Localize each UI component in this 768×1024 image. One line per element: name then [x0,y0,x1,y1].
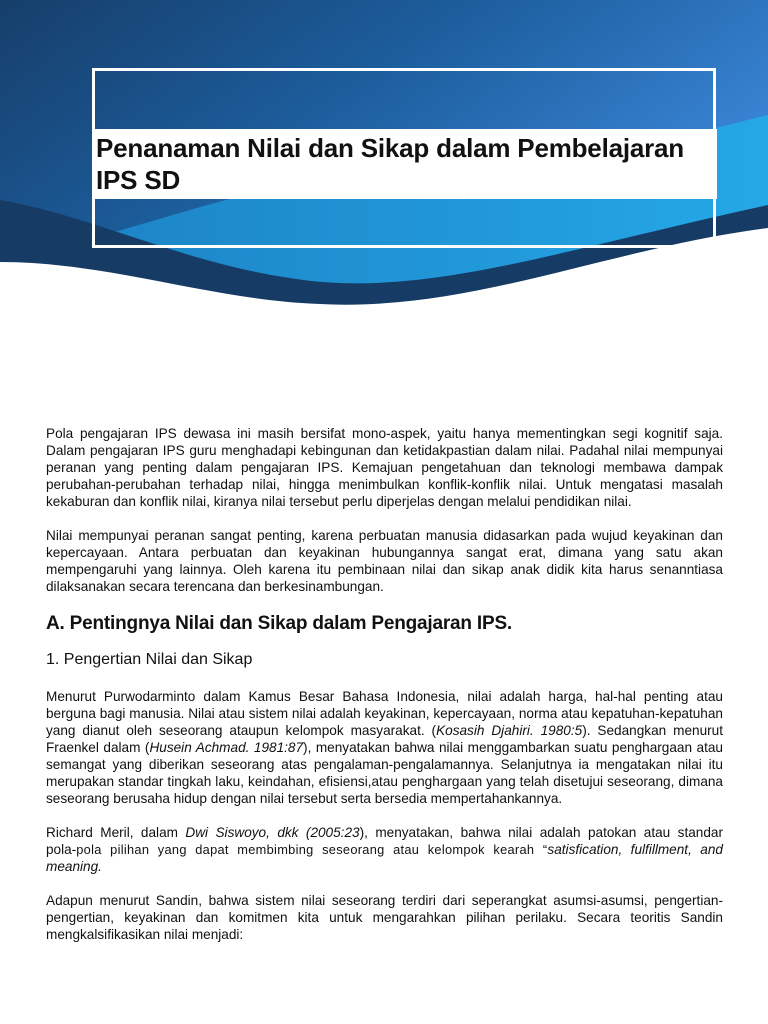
intro-paragraph: Pola pengajaran IPS dewasa ini masih bersifat mono-aspek, yaitu hanya mementingkan segi kognitif saja. Dalam pengajaran IPS guru menghadapi kebingunan dan ketidakpastian dalam nilai. Padahal nilai mempunyai peranan yang penting dalam pengajaran IPS. Kemajuan pengetahuan dan teknologi membawa dampak perubahan-perubahan terhadap nilai, hingga menimbulkan konflik-konflik nilai. Untuk mengatasi masalah kekaburan dan konflik nilai, kiranya nilai tersebut perlu diperjelas dengan melalui pendidikan nilai. [46,426,723,509]
section-heading-a: A. Pentingnya Nilai dan Sikap dalam Pengajaran IPS. [46,613,512,634]
citation-siswoyo: Dwi Siswoyo, dkk (2005:23 [185,825,360,840]
definition-text-c: ), menyatakan bahwa nilai menggambarkan suatu penghargaan atau semangat yang diberikan seseorang atas pengalaman-pengalamannya. Selanjutnya ia mengatakan nilai itu merupakan standar tingkah laku, keindahan, efisiensi,atau penghargaan yang telah disetujui seseorang, dimana seseorang berusaha hidup dengan nilai tersebut serta bersedia mempertahankannya. [46,740,723,806]
subsection-heading-1: 1. Pengertian Nilai dan Sikap [46,651,253,668]
citation-djahiri: Kosasih Djahiri. 1980:5 [436,723,583,738]
meril-paragraph-line-2 [46,841,723,858]
sandin-paragraph: Adapun menurut Sandin, bahwa sistem nilai seseorang terdiri dari seperangkat asumsi-asumsi, pengertian-pengertian, keyakinan dan komitmen kita untuk mengarahkan pilihan perilaku. Secara teoritis Sandin mengkalsifikasikan nilai menjadi: [46,893,723,942]
meril-text-b: ), menyatakan, bahwa nilai adalah patokan atau standar [359,825,723,840]
citation-achmad: Husein Achmad. 1981:87 [149,740,304,755]
second-paragraph: Nilai mempunyai peranan sangat penting, karena perbuatan manusia didasarkan pada wujud keyakinan dan kepercayaan. Antara perbuatan dan keyakinan hubungannya sangat erat, dimana yang satu akan mempengaruhi yang lainnya. Oleh karena itu pembinaan nilai dan sikap anak didik kita harus senanntiasa dilaksanakan secara terencana dan berkesinambungan. [46,528,723,594]
meril-text-d: pola pilihan yang dapat membimbing seseorang atau kelompok kearah “ [76,842,548,857]
document-body [46,425,723,960]
meril-quote-end: meaning. [46,859,102,874]
meril-paragraph-line-1 [46,824,723,841]
meril-quote-terms: satisfication, fulfillment, and [547,842,723,857]
document-title: Penanaman Nilai dan Sikap dalam Pembelajaran IPS SD [96,133,684,195]
definition-text-a: Menurut Purwodarminto dalam Kamus Besar Bahasa Indonesia, nilai adalah harga, hal-hal penting atau berguna bagi manusia. Nilai atau sistem nilai adalah keyakinan, kepercayaan, norma atau kepatuhan-kepatuhan yang dianut oleh seseorang ataupun kelompok masyarakat. ( [46,689,723,738]
meril-text-c: pola- [46,842,77,857]
meril-paragraph-line-3 [46,858,723,875]
meril-text-a: Richard Meril, dalam [46,825,186,840]
definition-text-b: ). Sedangkan menurut Fraenkel dalam ( [46,723,724,755]
definition-paragraph [46,688,723,807]
